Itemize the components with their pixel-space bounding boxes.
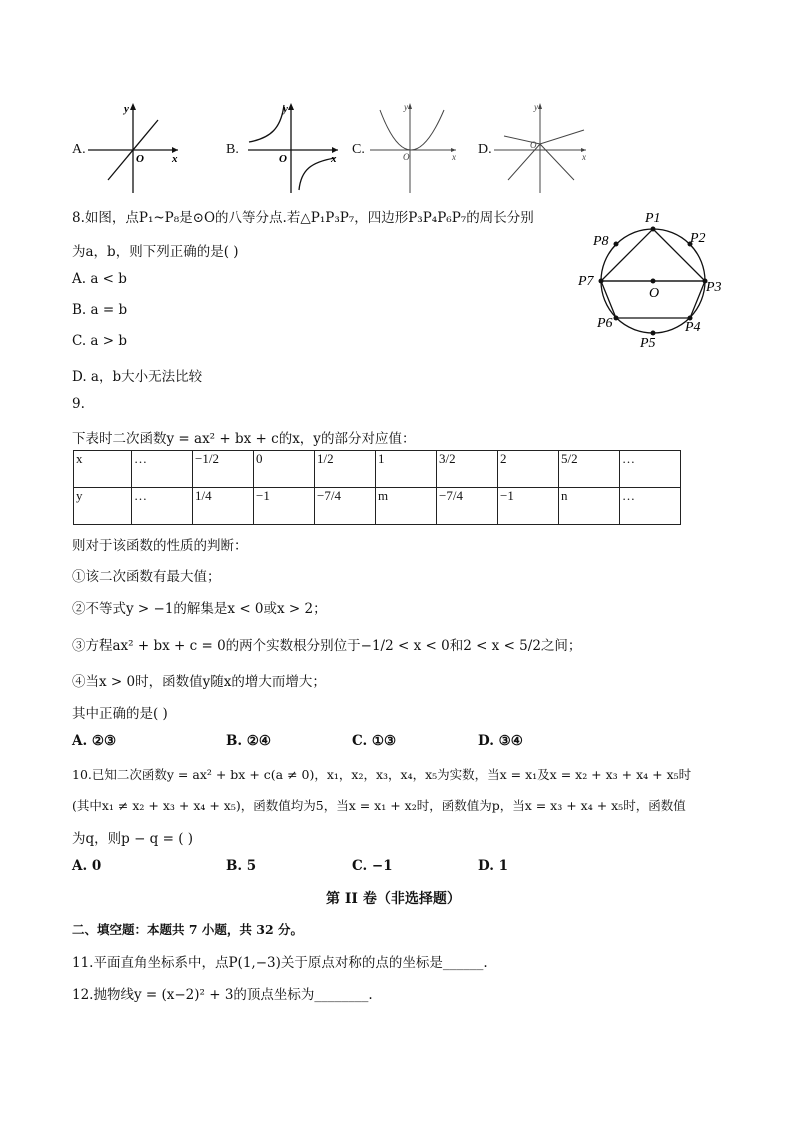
table-cell: 1 <box>376 451 437 488</box>
graph-a-o: O <box>136 153 144 165</box>
graph-c <box>368 100 468 195</box>
label-p2: P2 <box>690 231 706 246</box>
q11: 11.平面直角坐标系中，点P(1,−3)关于原点对称的点的坐标是______. <box>72 955 488 971</box>
graph-a-y: y <box>124 103 129 115</box>
table-cell: −1 <box>498 488 559 525</box>
table-cell: … <box>132 451 193 488</box>
table-cell: 3/2 <box>437 451 498 488</box>
graph-b-x: x <box>331 153 337 165</box>
graph-c-o: O <box>403 152 410 162</box>
graph-d-o: O <box>530 140 537 150</box>
table-cell: 1/4 <box>193 488 254 525</box>
graph-b <box>243 100 343 195</box>
table-cell: m <box>376 488 437 525</box>
q8-option-a: A. a < b <box>72 271 127 287</box>
label-p3: P3 <box>706 280 722 295</box>
q8-line2: 为a，b，则下列正确的是( ) <box>72 244 239 260</box>
q9-option-b: B. ②④ <box>226 733 272 749</box>
q8-line1: 8.如图，点P₁~P₈是⊙O的八等分点.若△P₁P₃P₇，四边形P₃P₄P₆P₇的周长分别 <box>72 210 534 226</box>
graph-c-x: x <box>452 152 456 162</box>
table-cell: 2 <box>498 451 559 488</box>
q9-statement-3: ③方程ax² + bx + c = 0的两个实数根分别位于−1/2 < x < 0和2 < x < 5/2之间； <box>72 638 582 654</box>
table-cell: … <box>620 451 681 488</box>
q10-option-d: D. 1 <box>478 858 509 874</box>
table-cell: y <box>74 488 132 525</box>
graph-d <box>494 100 594 195</box>
q10-option-a: A. 0 <box>72 858 102 874</box>
part2-title: 第 II 卷（非选择题） <box>326 891 461 907</box>
table-cell: … <box>132 488 193 525</box>
option-a-label: A. <box>72 142 86 157</box>
q9-statement-4: ④当x > 0时，函数值y随x的增大而增大； <box>72 674 326 690</box>
graph-c-y: y <box>404 102 408 112</box>
label-p5: P5 <box>640 336 656 351</box>
label-p8: P8 <box>593 234 609 249</box>
table-cell: 1/2 <box>315 451 376 488</box>
table-cell: 0 <box>254 451 315 488</box>
table-cell: x <box>74 451 132 488</box>
table-cell: −7/4 <box>315 488 376 525</box>
q9-statement-2: ②不等式y > −1的解集是x < 0或x > 2； <box>72 601 327 617</box>
octagon-circle-figure <box>575 205 735 355</box>
graph-d-x: x <box>582 152 586 162</box>
table-row-x <box>74 451 681 488</box>
section2-heading: 二、填空题：本题共 7 小题，共 32 分。 <box>72 922 304 937</box>
label-p7: P7 <box>578 274 594 289</box>
q10-line2: (其中x₁ ≠ x₂ + x₃ + x₄ + x₅)，函数值均为5，当x = x₁ + x₂时，函数值为p，当x = x₃ + x₄ + x₅时，函数值 <box>72 798 686 813</box>
q9-option-a: A. ②③ <box>72 733 117 749</box>
label-center: O <box>649 286 660 301</box>
table-cell: 5/2 <box>559 451 620 488</box>
graph-a <box>88 100 188 195</box>
table-cell: −7/4 <box>437 488 498 525</box>
option-c-label: C. <box>352 142 365 157</box>
table-row-y <box>74 488 681 525</box>
q10-option-b: B. 5 <box>226 858 257 874</box>
graph-b-y: y <box>283 103 288 115</box>
graph-b-o: O <box>279 153 287 165</box>
q9-intro: 下表时二次函数y = ax² + bx + c的x，y的部分对应值： <box>72 431 416 447</box>
q8-option-d: D. a，b大小无法比较 <box>72 369 203 385</box>
q8-option-b: B. a = b <box>72 302 128 318</box>
q9-option-d: D. ③④ <box>478 733 523 749</box>
table-cell: −1 <box>254 488 315 525</box>
q9-statement-1: ①该二次函数有最大值； <box>72 569 221 585</box>
option-b-label: B. <box>226 142 239 157</box>
q9-number: 9. <box>72 396 85 412</box>
q9-question: 其中正确的是( ) <box>72 706 168 722</box>
table-cell: n <box>559 488 620 525</box>
q10-line3: 为q，则p − q = ( ) <box>72 831 194 847</box>
q10-option-c: C. −1 <box>352 858 393 874</box>
q12: 12.抛物线y = (x−2)² + 3的顶点坐标为________. <box>72 987 373 1003</box>
q9-option-c: C. ①③ <box>352 733 397 749</box>
label-p6: P6 <box>597 316 613 331</box>
value-table <box>73 450 681 525</box>
graph-a-x: x <box>172 153 178 165</box>
graph-d-y: y <box>534 102 538 112</box>
table-cell: −1/2 <box>193 451 254 488</box>
table-cell: … <box>620 488 681 525</box>
option-d-label: D. <box>478 142 492 157</box>
q8-option-c: C. a > b <box>72 333 128 349</box>
q10-line1: 10.已知二次函数y = ax² + bx + c(a ≠ 0)，x₁，x₂，x₃，x₄，x₅为实数，当x = x₁及x = x₂ + x₃ + x₄ + x₅时 <box>72 767 692 782</box>
label-p4: P4 <box>685 320 701 335</box>
label-p1: P1 <box>645 211 661 226</box>
q9-judge-intro: 则对于该函数的性质的判断： <box>72 538 248 554</box>
